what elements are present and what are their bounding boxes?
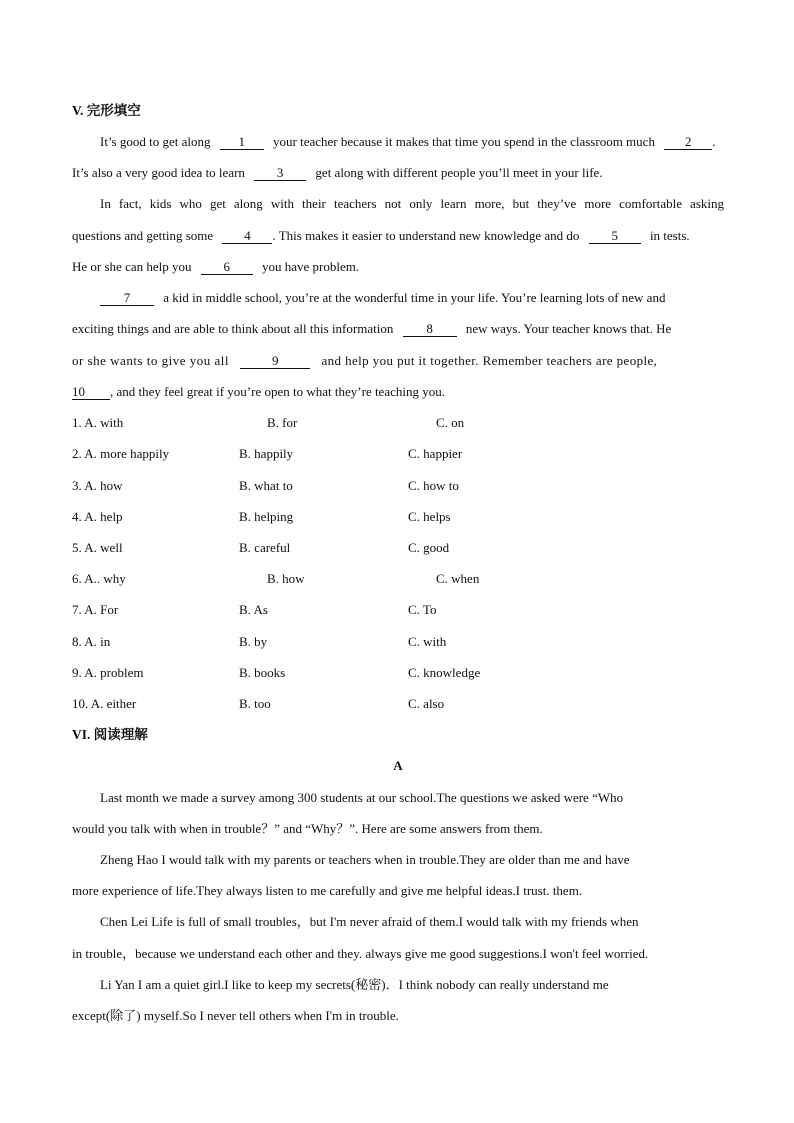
option-6-b: B. how (267, 571, 305, 586)
cloze-line-7 (72, 321, 671, 337)
option-2-c: C. happier (408, 446, 463, 461)
section-title-cloze: V. 完形填空 (72, 103, 141, 118)
reading-line-5: Chen Lei Life is full of small troubles，but I'm never afraid of them.I would talk with my friends when (100, 914, 639, 929)
blank-3: 3 (254, 166, 306, 181)
reading-line-1: Last month we made a survey among 300 students at our school.The questions we asked were “Who (100, 790, 624, 805)
reading-line-4: more experience of life.They always listen to me carefully and give me helpful ideas.I trust. them. (72, 883, 583, 898)
option-7-c: C. To (408, 602, 437, 617)
blank-10: 10 (72, 385, 110, 400)
option-7-b: B. As (239, 602, 268, 617)
option-1-a: 1. A. with (72, 415, 124, 430)
reading-line-6: in trouble，because we understand each other and they. always give me good suggestions.I won't feel worried. (72, 946, 649, 961)
blank-5: 5 (589, 229, 641, 244)
cloze-line-5 (72, 259, 359, 275)
blank-9: 9 (240, 354, 310, 369)
option-4-c: C. helps (408, 509, 451, 524)
option-8-a: 8. A. in (72, 634, 111, 649)
option-4-b: B. helping (239, 509, 294, 524)
option-6-a: 6. A.. why (72, 571, 126, 586)
cloze-line-9 (72, 384, 445, 400)
option-5-b: B. careful (239, 540, 291, 555)
blank-6: 6 (201, 260, 253, 275)
text: new ways. Your teacher knows that. He (465, 321, 672, 336)
option-5-c: C. good (408, 540, 450, 555)
text: questions and getting some (72, 228, 214, 243)
option-8-c: C. with (408, 634, 447, 649)
text: He or she can help you (72, 259, 192, 274)
option-1-b: B. for (267, 415, 298, 430)
cloze-line-2 (72, 165, 603, 181)
option-9-a: 9. A. problem (72, 665, 144, 680)
blank-2: 2 (664, 135, 712, 150)
text: or she wants to give you all (72, 353, 229, 368)
text: In fact, kids who get along with their teachers not only learn more, but they’ve more comfortable asking (100, 196, 724, 211)
cloze-line-3 (100, 196, 724, 212)
text: you have problem. (262, 259, 360, 274)
text: It’s also a very good idea to learn (72, 165, 245, 180)
cloze-line-6 (100, 290, 665, 306)
blank-1: 1 (220, 135, 264, 150)
option-4-a: 4. A. help (72, 509, 123, 524)
passage-label: A (393, 758, 403, 773)
blank-4: 4 (222, 229, 272, 244)
blank-8: 8 (403, 322, 457, 337)
reading-line-8: except(除了) myself.So I never tell others when I'm in trouble. (72, 1008, 399, 1023)
option-7-a: 7. A. For (72, 602, 119, 617)
option-8-b: B. by (239, 634, 268, 649)
text: your teacher because it makes that time you spend in the classroom much (273, 134, 655, 149)
text: a kid in middle school, you’re at the wonderful time in your life. You’re learning lots of new and (163, 290, 666, 305)
option-9-b: B. books (239, 665, 286, 680)
option-6-c: C. when (436, 571, 480, 586)
option-5-a: 5. A. well (72, 540, 123, 555)
option-9-c: C. knowledge (408, 665, 481, 680)
text: get along with different people you’ll meet in your life. (315, 165, 603, 180)
text: . (712, 134, 716, 149)
text: and help you put it together. Remember teachers are people, (321, 353, 658, 368)
option-3-b: B. what to (239, 478, 293, 493)
option-3-a: 3. A. how (72, 478, 123, 493)
option-2-a: 2. A. more happily (72, 446, 170, 461)
option-10-b: B. too (239, 696, 271, 711)
reading-line-3: Zheng Hao I would talk with my parents or teachers when in trouble.They are older than me and have (100, 852, 630, 867)
text: exciting things and are able to think about all this information (72, 321, 394, 336)
option-3-c: C. how to (408, 478, 459, 493)
text: in tests. (649, 228, 690, 243)
text: It’s good to get along (100, 134, 211, 149)
option-10-c: C. also (408, 696, 445, 711)
section-title-reading: VI. 阅读理解 (72, 727, 148, 742)
option-10-a: 10. A. either (72, 696, 137, 711)
text: . This makes it easier to understand new knowledge and do (272, 228, 580, 243)
option-2-b: B. happily (239, 446, 294, 461)
cloze-line-1 (100, 134, 715, 150)
cloze-line-8 (72, 353, 724, 369)
reading-line-7: Li Yan I am a quiet girl.I like to keep my secrets(秘密)．I think nobody can really understand me (100, 977, 609, 992)
blank-7: 7 (100, 291, 154, 306)
cloze-line-4 (72, 228, 690, 244)
reading-line-2: would you talk with when in trouble？” and “Why？”. Here are some answers from them. (72, 821, 543, 836)
text: , and they feel great if you’re open to what they’re teaching you. (110, 384, 445, 399)
option-1-c: C. on (436, 415, 465, 430)
